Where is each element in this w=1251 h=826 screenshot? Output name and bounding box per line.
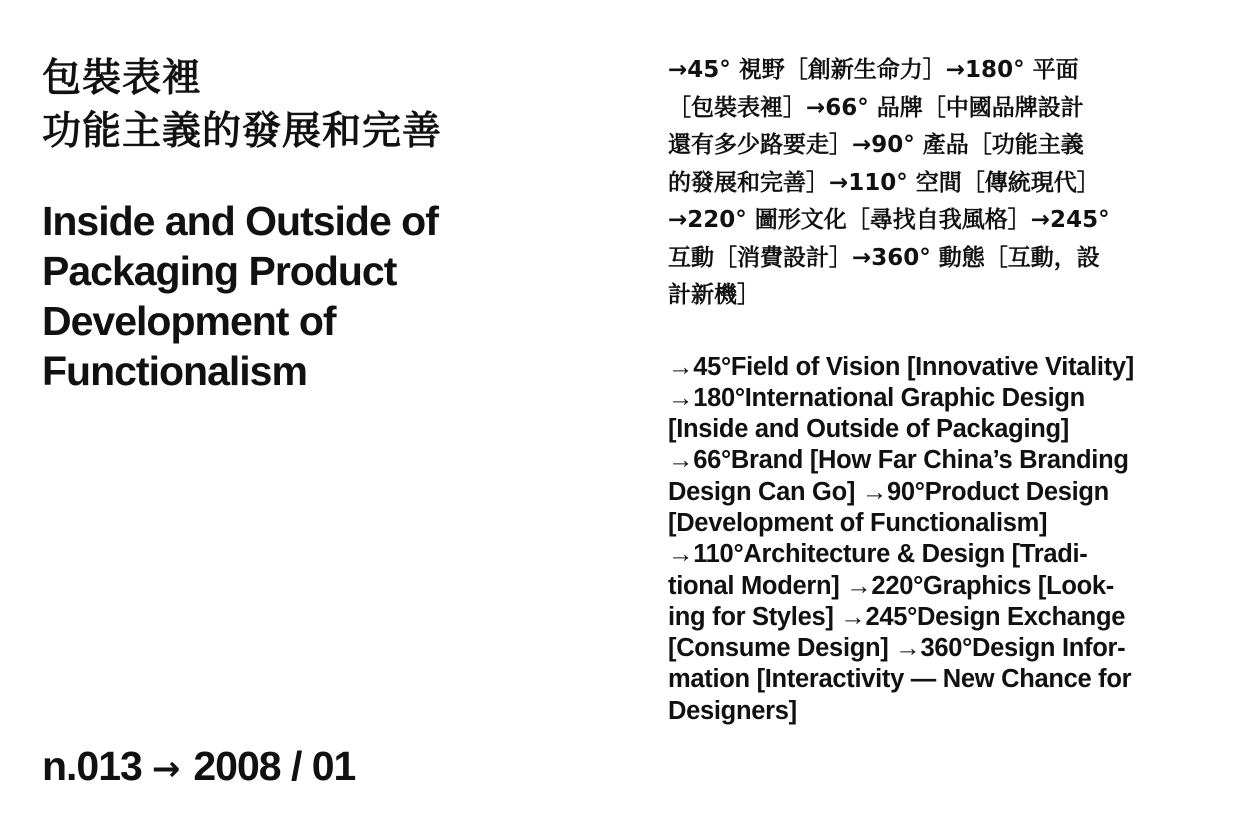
contents-line: tional Modern] →220°Graphics [Look-	[668, 571, 1114, 600]
contents-line: Design Can Go] →90°Product Design	[668, 477, 1109, 506]
contents-line: 還有多少路要走］→90° 產品［功能主義	[668, 132, 1084, 158]
title-block	[42, 52, 602, 396]
contents-line: →220° 圖形文化［尋找自我風格］→245°	[668, 207, 1110, 233]
contents-line: [Consume Design] →360°Design Infor-	[668, 634, 1126, 663]
arrow-right-icon: →	[151, 749, 180, 789]
contents-line: →66°Brand [How Far China’s Branding	[668, 446, 1129, 475]
contents-line: →180°International Graphic Design	[668, 383, 1085, 412]
issue-number: n.013	[42, 743, 142, 789]
contents-line: Designers]	[668, 696, 797, 725]
contents-line: 互動［消費設計］→360° 動態［互動，設	[668, 244, 1100, 271]
issue-date: 2008 / 01	[193, 743, 356, 789]
issue-info	[42, 738, 355, 797]
chinese-title	[42, 52, 602, 158]
english-title-line: Packaging Product	[42, 248, 397, 294]
chinese-title-line: 功能主義的發展和完善	[42, 109, 443, 154]
contents-line: →45°Field of Vision [Innovative Vitality]	[668, 352, 1134, 381]
english-contents	[668, 352, 1218, 728]
english-title-line: Development of	[42, 298, 336, 344]
contents-line: ing for Styles] →245°Design Exchange	[668, 602, 1126, 631]
contents-line: 的發展和完善］→110° 空間［傳統現代］	[668, 169, 1100, 196]
contents-line: 計新機］	[668, 282, 760, 308]
contents-line: →110°Architecture & Design [Tradi-	[668, 540, 1088, 569]
contents-line: ［包裝表裡］→66° 品牌［中國品牌設計	[668, 94, 1084, 121]
english-title	[42, 196, 602, 396]
contents-line: [Development of Functionalism]	[668, 508, 1048, 537]
contents-line: [Inside and Outside of Packaging]	[668, 415, 1069, 444]
english-title-line: Inside and Outside of	[42, 198, 438, 244]
chinese-contents	[668, 52, 1218, 315]
chinese-title-line: 包裝表裡	[42, 56, 203, 101]
english-title-line: Functionalism	[42, 348, 307, 394]
contents-index	[668, 52, 1218, 727]
contents-line: →45° 視野［創新生命力］→180° 平面	[668, 57, 1079, 83]
contents-line: mation [Interactivity — New Chance for	[668, 665, 1132, 694]
